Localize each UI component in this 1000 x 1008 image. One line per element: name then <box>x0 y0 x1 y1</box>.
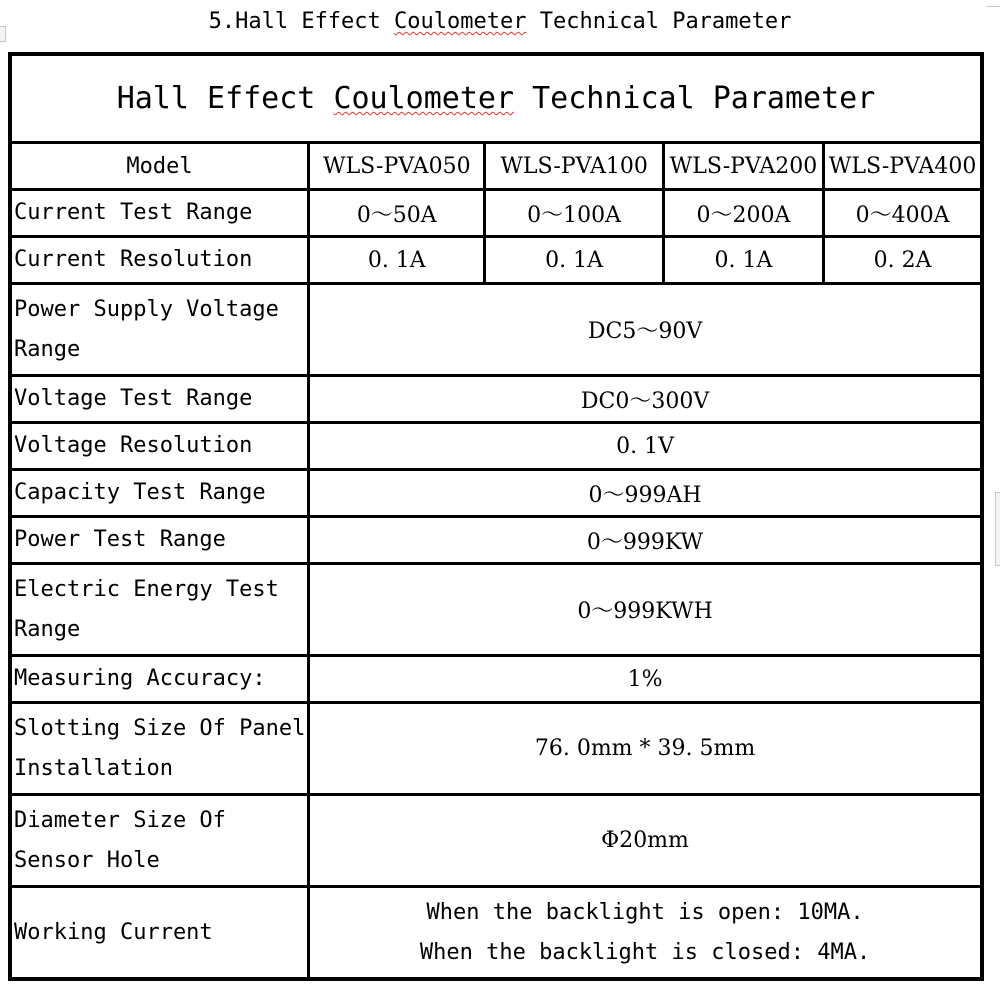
row-value: 0～100A <box>485 190 663 237</box>
table-row <box>10 190 982 237</box>
spellcheck-flagged-word[interactable]: Coulometer <box>394 9 527 34</box>
working-current-line: When the backlight is closed: 4MA. <box>419 939 871 965</box>
table-row <box>10 795 982 887</box>
section-title-start: Hall Effect <box>235 9 395 34</box>
table-title-start: Hall Effect <box>116 81 334 116</box>
table-row <box>10 517 982 564</box>
row-value: 0. 1A <box>309 237 485 284</box>
row-value: 0～50A <box>309 190 485 237</box>
row-label: Current Resolution <box>10 237 309 284</box>
row-value: 76. 0mm * 39. 5mm <box>309 703 982 795</box>
model-name: WLS-PVA200 <box>663 143 823 190</box>
row-label: Voltage Resolution <box>10 423 309 470</box>
table-title-end: Technical Parameter <box>514 81 876 116</box>
table-row <box>10 237 982 284</box>
table-row <box>10 656 982 703</box>
row-value: 0～999AH <box>309 470 982 517</box>
table-row <box>10 376 982 423</box>
row-label: Power Test Range <box>10 517 309 564</box>
table-row <box>10 284 982 376</box>
section-heading <box>0 6 1000 38</box>
model-name: WLS-PVA100 <box>485 143 663 190</box>
row-value: 0. 2A <box>824 237 982 284</box>
model-label: Model <box>10 143 309 190</box>
model-name: WLS-PVA050 <box>309 143 485 190</box>
section-number: 5. <box>208 9 236 34</box>
row-value: 0～999KW <box>309 517 982 564</box>
technical-parameter-table <box>8 52 984 981</box>
row-label-line: Range <box>14 336 81 362</box>
table-row <box>10 564 982 656</box>
scroll-handle[interactable] <box>995 492 1000 566</box>
row-label <box>10 564 309 656</box>
spellcheck-flagged-word[interactable]: Coulometer <box>333 81 515 116</box>
row-value: 0～999KWH <box>309 564 982 656</box>
working-current-value <box>309 887 982 980</box>
table-row <box>10 423 982 470</box>
row-label <box>10 284 309 376</box>
table-title-row <box>10 54 982 143</box>
row-label-line: Range <box>14 616 81 642</box>
row-label-line: Installation <box>14 755 173 781</box>
row-value: 0. 1A <box>663 237 823 284</box>
row-value: 0～200A <box>663 190 823 237</box>
row-label: Working Current <box>10 887 309 980</box>
model-row <box>10 143 982 190</box>
row-label-line: Electric Energy Test <box>14 576 279 602</box>
row-label: Capacity Test Range <box>10 470 309 517</box>
row-label: Current Test Range <box>10 190 309 237</box>
row-label-line: Slotting Size Of Panel <box>14 715 306 741</box>
table-row <box>10 703 982 795</box>
row-label-line: Power Supply Voltage <box>14 296 279 322</box>
row-value: 0. 1V <box>309 423 982 470</box>
table-title <box>10 54 982 143</box>
section-title-end: Technical Parameter <box>526 9 792 34</box>
row-label: Voltage Test Range <box>10 376 309 423</box>
row-label-line: Sensor Hole <box>14 847 160 873</box>
row-value: 0～400A <box>824 190 982 237</box>
row-value: Φ20mm <box>309 795 982 887</box>
working-current-line: When the backlight is open: 10MA. <box>426 899 864 925</box>
row-label: Measuring Accuracy: <box>10 656 309 703</box>
table-row <box>10 887 982 980</box>
model-name: WLS-PVA400 <box>824 143 982 190</box>
row-label <box>10 795 309 887</box>
row-value: 0. 1A <box>485 237 663 284</box>
row-label-line: Diameter Size Of <box>14 807 226 833</box>
table-row <box>10 470 982 517</box>
row-value: DC5～90V <box>309 284 982 376</box>
row-label <box>10 703 309 795</box>
row-value: 1% <box>309 656 982 703</box>
row-value: DC0～300V <box>309 376 982 423</box>
